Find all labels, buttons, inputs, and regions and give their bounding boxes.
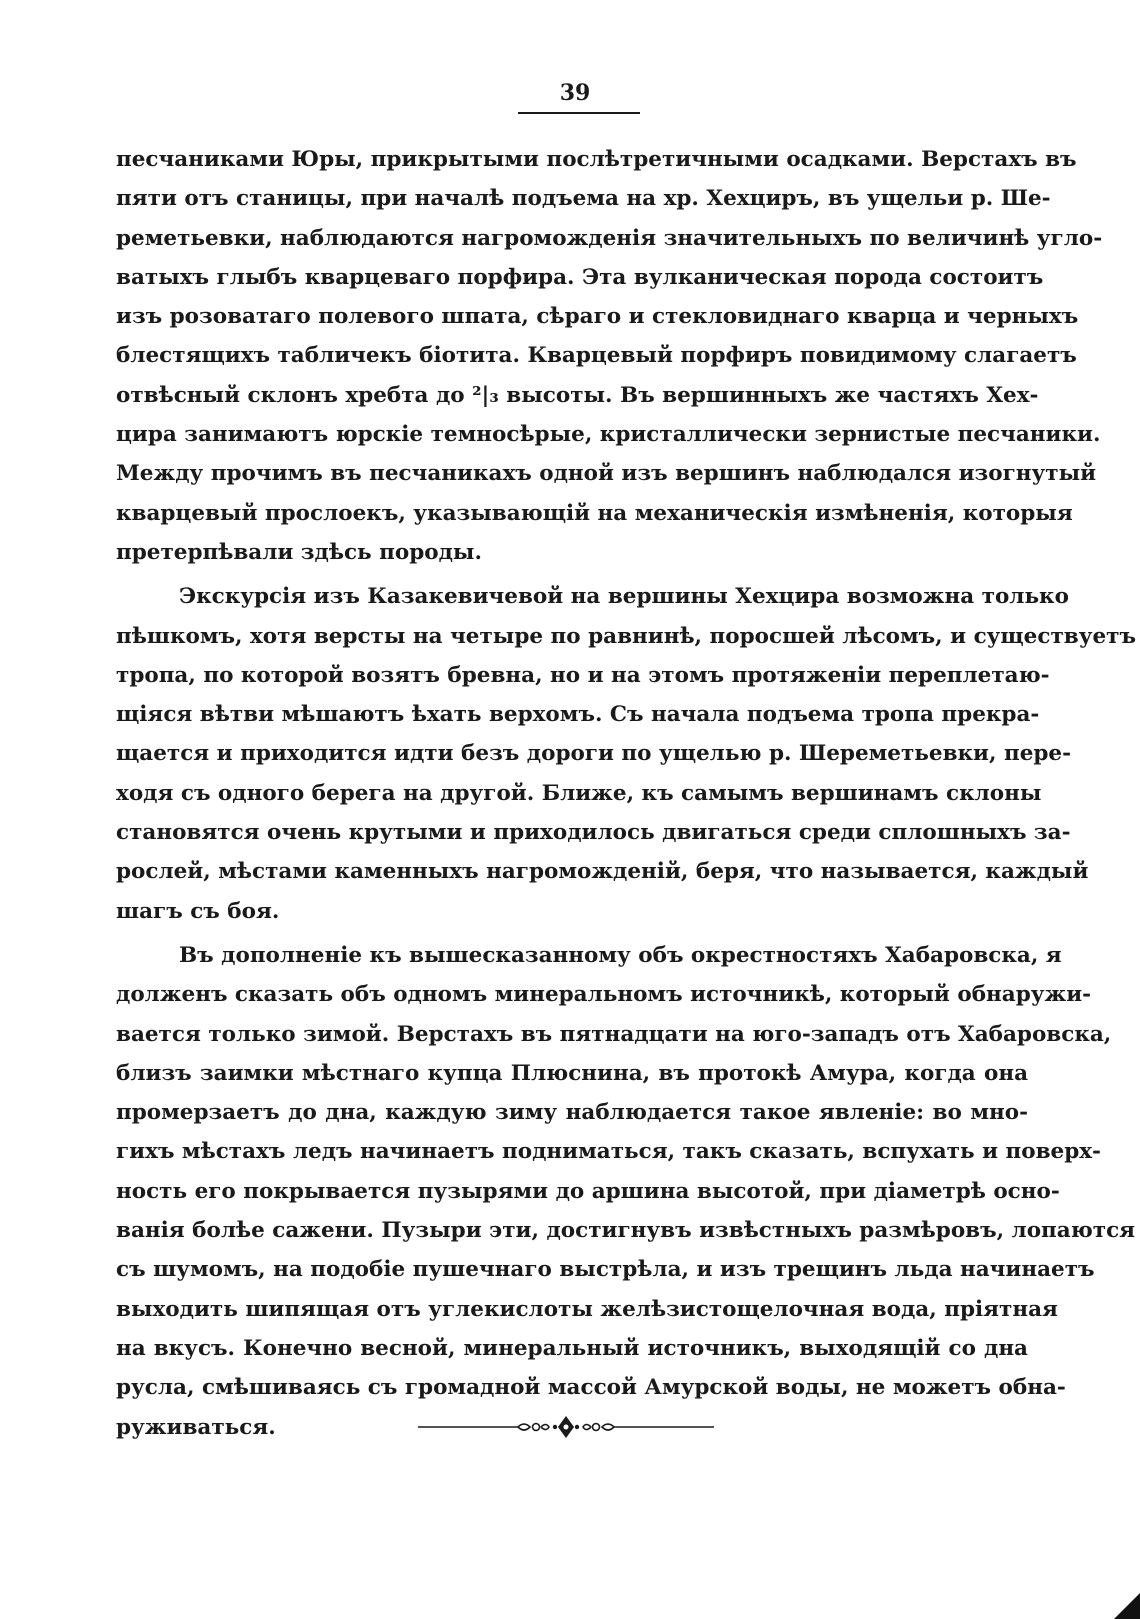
page-number: 39 xyxy=(559,80,591,106)
text-line: вается только зимой. Верстахъ въ пятнадцати на юго-западъ отъ Хабаровска, xyxy=(116,1021,1112,1047)
text-line: пяти отъ станицы, при началѣ подъема на хр. Хехциръ, въ ущельи р. Ше- xyxy=(116,186,1051,212)
text-line: гихъ мѣстахъ ледъ начинаетъ подниматься, такъ сказать, вспухать и поверх- xyxy=(116,1139,1101,1165)
paragraph-2 xyxy=(116,577,1136,931)
text-line: Экскурсія изъ Казакевичевой на вершины Хехцира возможна только xyxy=(179,584,1069,610)
end-ornament-icon xyxy=(418,1415,714,1439)
text-line: русла, смѣшиваясь съ громадной массой Амурской воды, не можетъ обна- xyxy=(116,1375,1066,1401)
paragraph-3 xyxy=(116,936,1136,1447)
body-text xyxy=(116,140,1136,1447)
text-line: выходить шипящая отъ углекислоты желѣзистощелочная вода, пріятная xyxy=(116,1296,1058,1322)
text-line: шагъ съ боя. xyxy=(116,898,280,924)
text-line: близъ заимки мѣстнаго купца Плюснина, въ протокѣ Амура, когда она xyxy=(116,1060,1028,1086)
text-line: ватыхъ глыбъ кварцеваго порфира. Эта вулканическая порода состоитъ xyxy=(116,264,1044,290)
text-line: на вкусъ. Конечно весной, минеральный источникъ, выходящій со дна xyxy=(116,1335,1028,1361)
text-line: руживаться. xyxy=(116,1414,276,1440)
text-line: щіяся вѣтви мѣшаютъ ѣхать верхомъ. Съ начала подъема тропа прекра- xyxy=(116,702,1040,728)
text-line: ванія болѣе сажени. Пузыри эти, достигнувъ извѣстныхъ размѣровъ, лопаются xyxy=(116,1218,1136,1244)
text-line: ходя съ одного берега на другой. Ближе, къ самымъ вершинамъ склоны xyxy=(116,780,1042,806)
text-line: промерзаетъ до дна, каждую зиму наблюдается такое явленіе: во мно- xyxy=(116,1100,1028,1126)
text-line: съ шумомъ, на подобіе пушечнаго выстрѣла, и изъ трещинъ льда начинаетъ xyxy=(116,1257,1095,1283)
text-line: Между прочимъ въ песчаникахъ одной изъ вершинъ наблюдался изогнутый xyxy=(116,461,1097,487)
text-line: цира занимаютъ юрскіе темносѣрые, кристаллически зернистые песчаники. xyxy=(116,422,1101,448)
text-line: рослей, мѣстами каменныхъ нагроможденій, беря, что называется, каждый xyxy=(116,859,1089,885)
header-rule xyxy=(518,112,640,114)
text-line: становятся очень крутыми и приходилось двигаться среди сплошныхъ за- xyxy=(116,820,1071,846)
text-line: блестящихъ табличекъ біотита. Кварцевый порфиръ повидимому слагаетъ xyxy=(116,343,1077,369)
text-line: Въ дополненіе къ вышесказанному объ окрестностяхъ Хабаровска, я xyxy=(179,942,1062,968)
text-line: песчаниками Юры, прикрытыми послѣтретичными осадками. Верстахъ въ xyxy=(116,147,1077,172)
text-line: изъ розоватаго полевого шпата, сѣраго и стекловиднаго кварца и черныхъ xyxy=(116,304,1079,330)
text-line: тропа, по которой возятъ бревна, но и на этомъ протяженіи переплетаю- xyxy=(116,662,1050,688)
text-line: ность его покрывается пузырями до аршина высотой, при діаметрѣ осно- xyxy=(116,1178,1060,1204)
text-line: претерпѣвали здѣсь породы. xyxy=(116,539,482,565)
text-line: отвѣсный склонъ хребта до ²|₃ высоты. Въ вершинныхъ же частяхъ Хех- xyxy=(116,382,1039,408)
text-line: реметьевки, наблюдаются нагроможденія значительныхъ по величинѣ угло- xyxy=(116,225,1103,251)
text-line: долженъ сказать объ одномъ минеральномъ источникѣ, который обнаружи- xyxy=(116,982,1092,1008)
text-line: кварцевый прослоекъ, указывающій на механическія измѣненія, которыя xyxy=(116,500,1073,526)
text-line: щается и приходится идти безъ дороги по ущелью р. Шереметьевки, пере- xyxy=(116,741,1072,767)
paragraph-1 xyxy=(116,140,1103,572)
text-line: пѣшкомъ, хотя версты на четыре по равнинѣ, поросшей лѣсомъ, и существуетъ xyxy=(116,623,1136,649)
scan-corner-mark xyxy=(1100,1579,1140,1619)
